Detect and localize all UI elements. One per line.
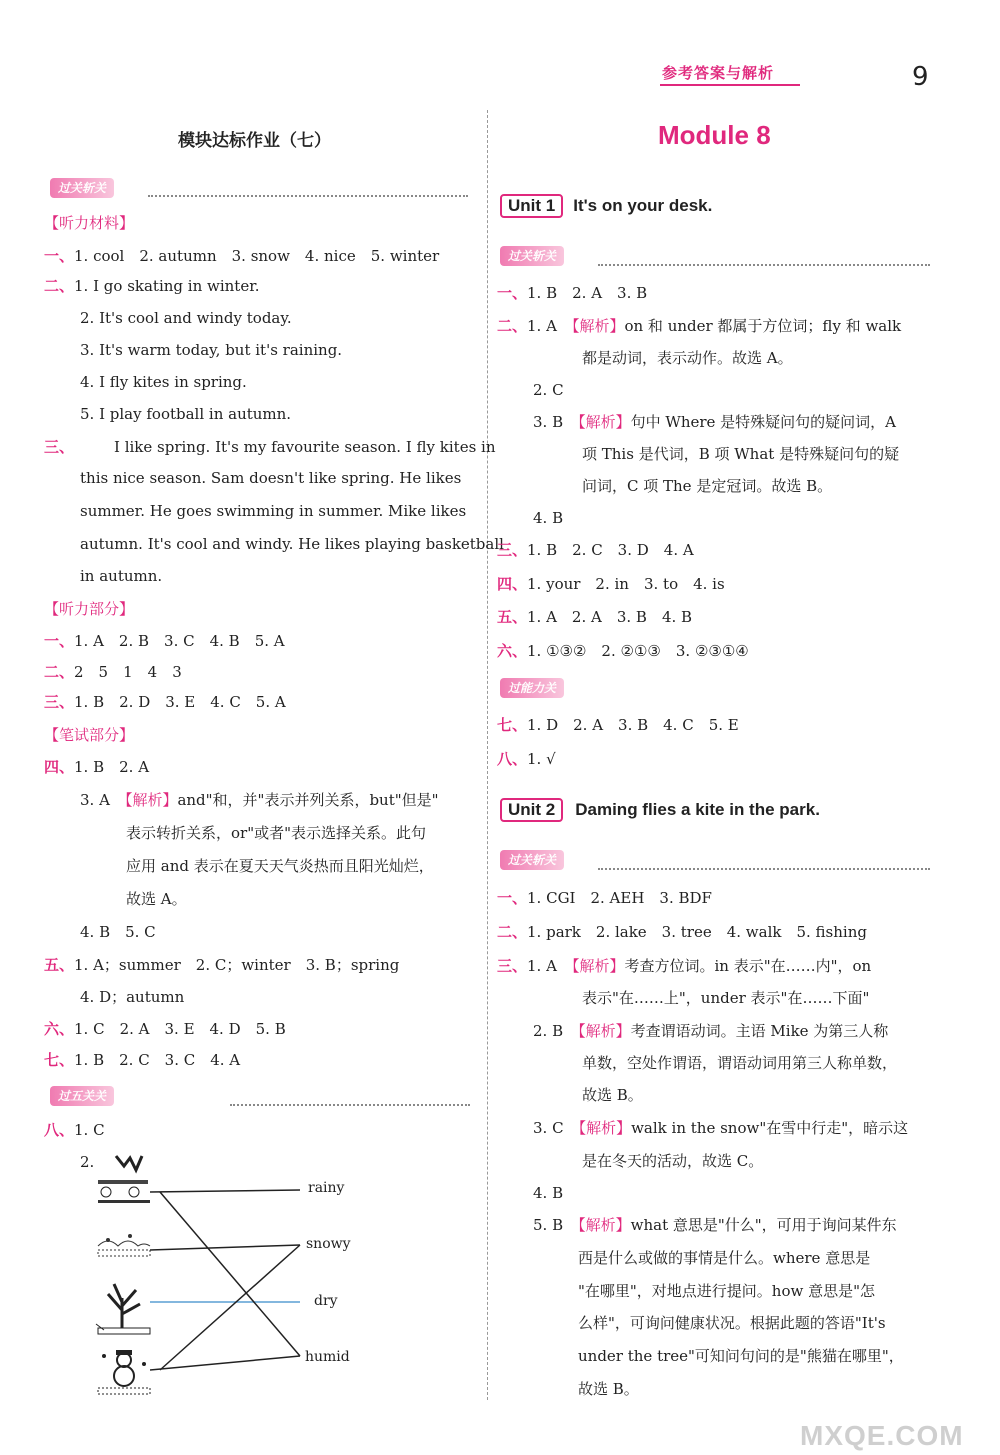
analysis-text: 故选 A。 [126, 890, 187, 908]
answer-line: 3. It's warm today, but it's raining. [80, 341, 343, 359]
question-number: 一、 [44, 632, 75, 650]
page-number: 9 [912, 62, 929, 92]
answer-line: 1. I go skating in winter. [74, 277, 260, 295]
dotted-rule [598, 868, 930, 870]
section-badge: 过关斩关 [500, 246, 564, 266]
analysis-text: 表示转折关系，or"或者"表示选择关系。此句 [126, 824, 427, 842]
match-word: dry [314, 1293, 338, 1309]
match-line [160, 1192, 300, 1356]
answer-item: 2. [80, 1153, 95, 1171]
question-number: 一、 [497, 889, 528, 907]
analysis-text: what 意思是"什么"，可用于询问某件东 [630, 1216, 897, 1234]
analysis-text: 故选 B。 [578, 1380, 639, 1398]
analysis-text: "在哪里"，对地点进行提问。how 意思是"怎 [578, 1282, 875, 1300]
section-badge: 过关斩关 [500, 850, 564, 870]
dotted-rule [230, 1104, 470, 1106]
answer-line: 1. park 2. lake 3. tree 4. walk 5. fishing [527, 923, 867, 941]
match-word: rainy [308, 1180, 345, 1196]
analysis-text: and"和，并"表示并列关系，but"但是" [177, 791, 439, 809]
question-number: 二、 [497, 317, 528, 335]
answer-item: 3. A [80, 791, 110, 809]
answer-line: 4. I fly kites in spring. [80, 373, 247, 391]
analysis-text: 故选 B。 [582, 1086, 643, 1104]
answer-line: 4. D；autumn [80, 988, 185, 1006]
passage-line: autumn. It's cool and windy. He likes playing basketball [80, 535, 504, 553]
answer-line: 1. D 2. A 3. B 4. C 5. E [527, 716, 739, 734]
answer-line: 1. C [74, 1121, 105, 1139]
answer-item: 1. A [527, 317, 557, 335]
analysis-text: 句中 Where 是特殊疑问句的疑问词，A [630, 413, 897, 431]
answer-line: 2. It's cool and windy today. [80, 309, 292, 327]
passage-line: summer. He goes swimming in summer. Mike likes [80, 502, 467, 520]
analysis-tag: 【解析】 [578, 413, 631, 431]
question-number: 二、 [44, 277, 75, 295]
analysis-text: on 和 under 都属于方位词；fly 和 walk [624, 317, 902, 335]
question-number: 四、 [44, 758, 75, 776]
answer-line: 1. B 2. D 3. E 4. C 5. A [74, 693, 286, 711]
unit-title: Daming flies a kite in the park. [575, 800, 820, 819]
answer-item: 3. B [533, 413, 564, 431]
answer-line: 1. A 2. A 3. B 4. B [527, 608, 693, 626]
section-badge: 过关斩关 [50, 178, 114, 198]
question-number: 七、 [44, 1051, 75, 1069]
snowman-picture [98, 1350, 150, 1394]
question-number: 二、 [44, 663, 75, 681]
match-line [150, 1190, 300, 1192]
analysis-text: 都是动词，表示动作。故选 A。 [582, 349, 793, 367]
analysis-text: 是在冬天的活动，故选 C。 [582, 1152, 764, 1170]
answer-line: 1. B 2. A 3. B [527, 284, 648, 302]
section-badge: 过能力关 [500, 678, 564, 698]
answer-item: 3. C [533, 1119, 564, 1137]
unit-label: Unit 2 [500, 798, 563, 822]
column-divider [487, 110, 488, 1400]
section-badge: 过五关关 [50, 1086, 114, 1106]
question-number: 三、 [44, 438, 75, 456]
section-heading: 【笔试部分】 [44, 726, 135, 744]
passage-line: in autumn. [80, 567, 163, 585]
section-heading: 【听力材料】 [44, 214, 135, 232]
unit-label: Unit 1 [500, 194, 563, 218]
question-number: 五、 [497, 608, 528, 626]
analysis-tag: 【解析】 [571, 317, 625, 335]
question-number: 一、 [497, 284, 528, 302]
analysis-text: 么样"，可询问健康状况。根据此题的答语"It's [578, 1314, 886, 1332]
watermark: MXQE.COM [800, 1420, 964, 1451]
answer-line: 1. B 2. A [74, 758, 150, 776]
analysis-tag: 【解析】 [124, 791, 178, 809]
section-heading: 【听力部分】 [44, 600, 135, 618]
answer-line: 1. CGI 2. AEH 3. BDF [527, 889, 712, 907]
question-number: 七、 [497, 716, 528, 734]
answer-item: 4. B [533, 509, 564, 527]
question-number: 三、 [44, 693, 75, 711]
analysis-text: 问词，C 项 The 是定冠词。故选 B。 [582, 477, 833, 495]
match-word: humid [305, 1349, 350, 1365]
analysis-text: under the tree"可知问句问的是"熊猫在哪里"， [578, 1347, 904, 1365]
unit-title: It's on your desk. [573, 196, 713, 215]
dry-tree-picture [96, 1284, 150, 1334]
analysis-text: 应用 and 表示在夏天天气炎热而且阳光灿烂， [126, 857, 434, 875]
answer-item: 2. C [533, 381, 564, 399]
answer-item: 4. B [533, 1184, 564, 1202]
module-title: Module 8 [658, 120, 771, 150]
analysis-text: 项 This 是代词，B 项 What 是特殊疑问句的疑 [582, 445, 900, 463]
header-title: 参考答案与解析 [662, 64, 775, 82]
dotted-rule [148, 195, 468, 197]
question-number: 六、 [497, 642, 528, 660]
rainy-picture [98, 1156, 150, 1203]
answer-line: 1. C 2. A 3. E 4. D 5. B [74, 1020, 286, 1038]
answer-line: 1. cool 2. autumn 3. snow 4. nice 5. winter [74, 247, 440, 265]
answer-line: 1. your 2. in 3. to 4. is [527, 575, 725, 593]
answer-line: 1. A；summer 2. C；winter 3. B；spring [74, 956, 400, 974]
answer-line: 1. ①③② 2. ②①③ 3. ②③①④ [527, 642, 749, 660]
answer-item: 2. B [533, 1022, 564, 1040]
analysis-text: 表示"在……上"，under 表示"在……下面" [582, 989, 870, 1007]
question-number: 八、 [44, 1121, 75, 1139]
question-number: 一、 [44, 247, 75, 265]
analysis-tag: 【解析】 [578, 1022, 631, 1040]
question-number: 六、 [44, 1020, 75, 1038]
match-word: snowy [306, 1236, 351, 1252]
analysis-text: 西是什么或做的事情是什么。where 意思是 [578, 1249, 871, 1267]
snowy-picture [98, 1234, 150, 1256]
match-line [160, 1245, 300, 1370]
header-underline [660, 84, 800, 86]
analysis-text: 考查谓语动词。主语 Mike 为第三人称 [630, 1022, 889, 1040]
question-number: 三、 [497, 541, 528, 559]
analysis-tag: 【解析】 [571, 957, 625, 975]
answer-line: 1. √ [527, 750, 556, 768]
analysis-tag: 【解析】 [578, 1119, 632, 1137]
passage-line: I like spring. It's my favourite season. I fly kites in [114, 438, 496, 456]
left-title: 模块达标作业（七） [178, 131, 331, 151]
analysis-text: walk in the snow"在雪中行走"，暗示这 [631, 1119, 909, 1137]
answer-item: 5. B [533, 1216, 564, 1234]
match-line [150, 1245, 300, 1250]
answer-line: 2 5 1 4 3 [74, 663, 182, 681]
question-number: 四、 [497, 575, 528, 593]
answer-line: 1. B 2. C 3. D 4. A [527, 541, 694, 559]
question-number: 五、 [44, 956, 75, 974]
question-number: 三、 [497, 957, 528, 975]
question-number: 二、 [497, 923, 528, 941]
dotted-rule [598, 264, 930, 266]
answer-line: 5. I play football in autumn. [80, 405, 292, 423]
answer-line: 4. B 5. C [80, 923, 156, 941]
analysis-tag: 【解析】 [578, 1216, 631, 1234]
answer-line: 1. B 2. C 3. C 4. A [74, 1051, 241, 1069]
question-number: 八、 [497, 750, 528, 768]
analysis-text: 考查方位词。in 表示"在……内"，on [624, 957, 872, 975]
analysis-text: 单数，空处作谓语，谓语动词用第三人称单数， [582, 1054, 898, 1072]
answer-line: 1. A 2. B 3. C 4. B 5. A [74, 632, 285, 650]
passage-line: this nice season. Sam doesn't like spring. He likes [80, 469, 462, 487]
matching-lines [150, 1170, 310, 1380]
answer-item: 1. A [527, 957, 557, 975]
